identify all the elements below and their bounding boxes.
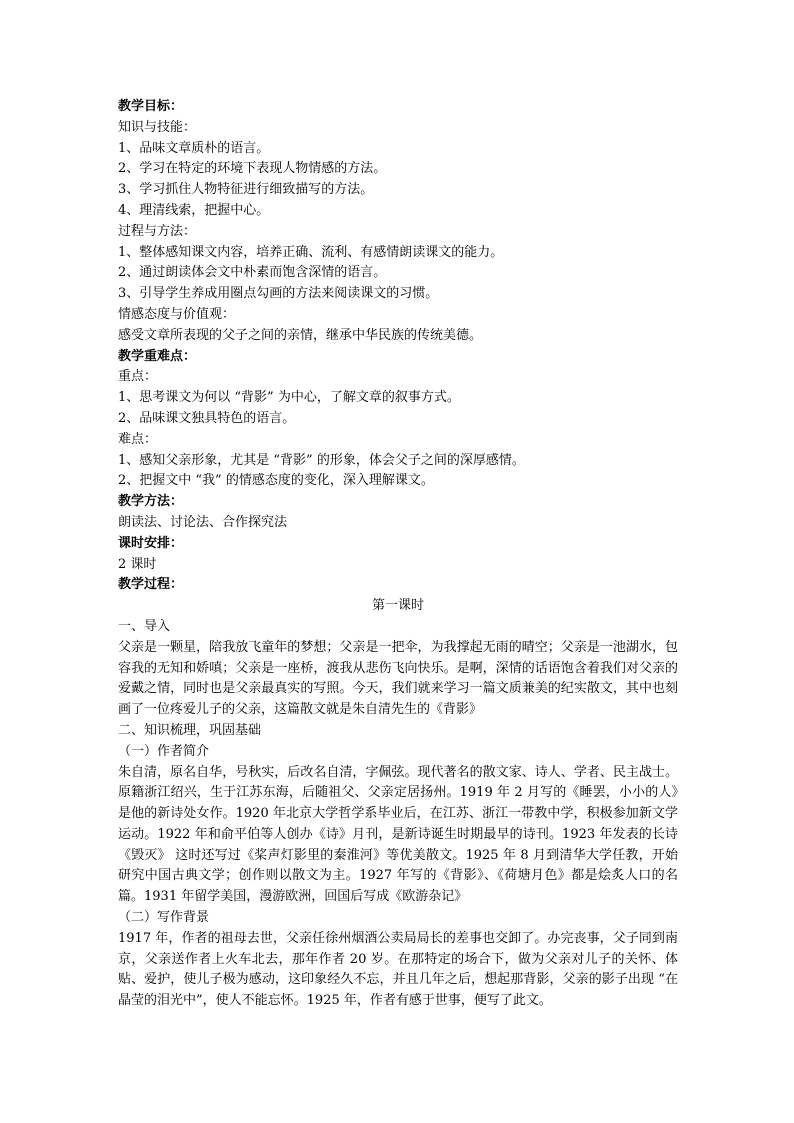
lesson-title: 第一课时 [371, 598, 424, 614]
key-points-heading: 教学重难点： [118, 348, 197, 364]
knowledge-item: 3、学习抓住人物特征进行细致描写的方法。 [118, 182, 374, 198]
methods-text: 朗读法、讨论法、合作探究法 [118, 514, 288, 530]
difficulty-item: 1、感知父亲形象，尤其是 “背影” 的形象，体会父子之间的深厚感情。 [118, 452, 525, 468]
process-heading: 教学过程： [118, 577, 184, 593]
focus-item: 2、品味课文独具特色的语言。 [118, 410, 296, 426]
knowledge-review-title: 二、知识梳理，巩固基础 [118, 722, 262, 738]
knowledge-item: 1、品味文章质朴的语言。 [118, 140, 270, 156]
knowledge-skills-title: 知识与技能： [118, 119, 197, 135]
author-intro-title: （一）作者简介 [118, 743, 210, 759]
focus-title: 重点： [118, 369, 158, 385]
focus-item: 1、思考课文为何以 “背影” 为中心，了解文章的叙事方式。 [118, 390, 460, 406]
difficulty-item: 2、把握文中 “我” 的情感态度的变化，深入理解课文。 [118, 473, 434, 489]
intro-paragraph: 父亲是一颗星，陪我放飞童年的梦想；父亲是一把伞，为我撑起无雨的晴空；父亲是一池湖水，包容我的无知和娇嗔；父亲是一座桥，渡我从悲伤飞向快乐。是啊，深情的话语饱含着我们对父亲的爱戴之情，同时也是父亲最真实的写照。今天，我们就来学习一篇文质兼美的纪实散文，其中也刻画了一位疼爱儿子的父亲，这篇散文就是朱自清先生的《背影》 [118, 639, 678, 718]
background-paragraph: 1917 年，作者的祖母去世，父亲任徐州烟酒公卖局局长的差事也交卸了。办完丧事，父子同到南京，父亲送作者上火车北去，那年作者 20 岁。在那特定的场合下，做为父亲对儿子的关怀、体贴、爱护，使儿子极为感动，这印象经久不忘，并且几年之后，想起那背影，父亲的影子出现 “在晶莹的泪光中”，使人不能忘怀。1925 年，作者有感于世事，便写了此文。 [118, 930, 678, 1009]
difficulty-title: 难点： [118, 431, 158, 447]
schedule-heading: 课时安排： [118, 535, 184, 551]
schedule-text: 2 课时 [118, 556, 157, 572]
process-item: 1、整体感知课文内容，培养正确、流利、有感情朗读课文的能力。 [118, 244, 504, 260]
knowledge-item: 2、学习在特定的环境下表现人物情感的方法。 [118, 161, 387, 177]
background-title: （二）写作背景 [118, 910, 210, 926]
emotion-values-title: 情感态度与价值观： [118, 306, 236, 322]
process-item: 3、引导学生养成用圈点勾画的方法来阅读课文的习惯。 [118, 286, 439, 302]
process-item: 2、通过朗读体会文中朴素而饱含深情的语言。 [118, 265, 387, 281]
process-method-title: 过程与方法： [118, 223, 197, 239]
lesson-plan-document [118, 97, 678, 1012]
author-paragraph: 朱自清，原名自华，号秋实，后改名自清，字佩弦。现代著名的散文家、诗人、学者、民主战士。原籍浙江绍兴，生于江苏东海，后随祖父、父亲定居扬州。1919 年 2 月写的《睡罢，小小的人》是他的新诗处女作。1920 年北京大学哲学系毕业后，在江苏、浙江一带教中学，积极参加新文学运动。1922 年和俞平伯等人创办《诗》月刊，是新诗诞生时期最早的诗刊。1923 年发表的长诗《毁灭》 这时还写过《桨声灯影里的秦淮河》等优美散文。1925 年 8 月到清华大学任教，开始研究中国古典文学；创作则以散文为主。1927 年写的《背影》、《荷塘月色》都是烩炙人口的名篇。1931 年留学美国，漫游欧洲，回国后写成《欧游杂记》 [118, 764, 678, 905]
emotion-values-text: 感受文章所表现的父子之间的亲情，继承中华民族的传统美德。 [118, 327, 483, 343]
methods-heading: 教学方法： [118, 494, 184, 510]
objectives-heading: 教学目标： [118, 99, 184, 114]
intro-title: 一、导入 [118, 618, 171, 634]
knowledge-item: 4、理清线索，把握中心。 [118, 202, 270, 218]
